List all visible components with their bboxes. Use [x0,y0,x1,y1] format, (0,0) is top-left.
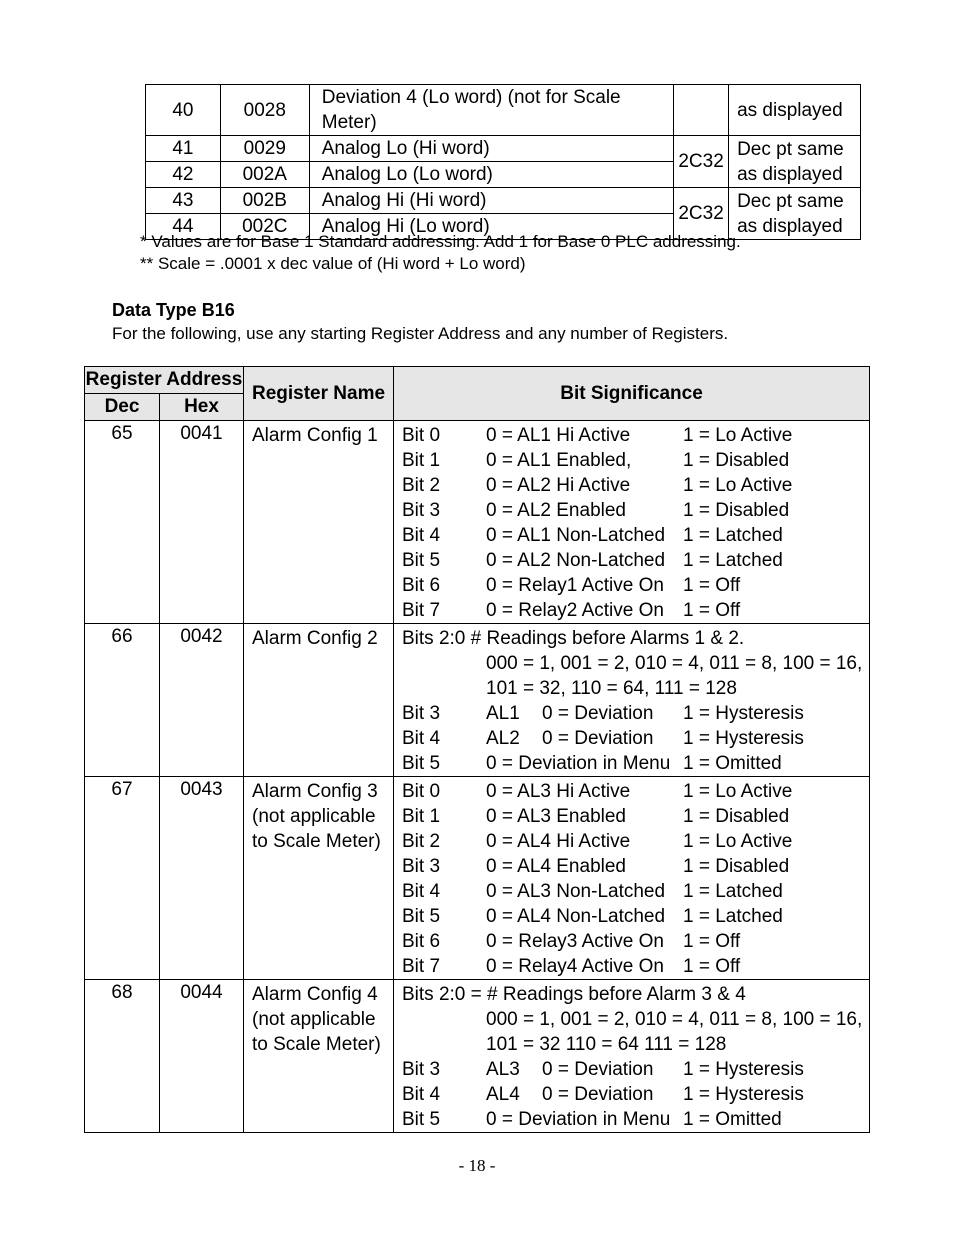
decimal-point-cell: as displayed [729,85,861,136]
bit-row: Bit 0 0 = AL3 Hi Active 1 = Lo Active [402,781,793,802]
dec-cell: 43 [146,188,221,214]
format-cell: 2C32 [674,188,729,240]
name-cell: Analog Lo (Lo word) [309,162,673,188]
bit-row: Bit 4 0 = AL3 Non-Latched 1 = Latched [402,881,783,902]
bit-row: Bit 4 0 = AL1 Non-Latched 1 = Latched [402,525,783,546]
bit-row: Bit 4 AL4 0 = Deviation 1 = Hysteresis [402,1084,804,1105]
dec-cell: 42 [146,162,221,188]
register-name-cell: Alarm Config 3 (not applicable to Scale Meter) [244,777,394,980]
table-row [146,85,861,136]
hex-cell: 0029 [220,136,309,162]
bit-row: Bit 6 0 = Relay3 Active On 1 = Off [402,931,741,952]
table-row [146,188,861,214]
hex-cell: 0042 [160,624,244,777]
bit-significance-cell [394,421,870,624]
register-name-cell: Alarm Config 2 [244,624,394,777]
table-row [146,136,861,162]
bit-row: Bit 7 0 = Relay2 Active On 1 = Off [402,600,741,621]
format-cell [674,85,729,136]
name-cell: Deviation 4 (Lo word) (not for Scale Meter) [309,85,673,136]
format-cell: 2C32 [674,136,729,188]
bit-row: Bit 3 AL3 0 = Deviation 1 = Hysteresis [402,1059,804,1080]
register-name-cell: Alarm Config 1 [244,421,394,624]
encoding-line: 101 = 32 110 = 64 111 = 128 [486,1034,727,1055]
register-table-continued [145,84,861,240]
name-cell: Analog Lo (Hi word) [309,136,673,162]
bit-row: Bit 5 0 = AL4 Non-Latched 1 = Latched [402,906,783,927]
bit-row: Bit 4 AL2 0 = Deviation 1 = Hysteresis [402,728,804,749]
dec-cell: 40 [146,85,221,136]
table-row [85,980,870,1133]
bit-row: Bit 3 AL1 0 = Deviation 1 = Hysteresis [402,703,804,724]
bit-row: Bit 1 0 = AL3 Enabled 1 = Disabled [402,806,790,827]
bit-row: Bit 2 0 = AL4 Hi Active 1 = Lo Active [402,831,793,852]
decimal-point-cell: Dec pt same as displayed [729,136,861,188]
encoding-line: 000 = 1, 001 = 2, 010 = 4, 011 = 8, 100 = 16, [486,1009,863,1030]
footnote-scale: ** Scale = .0001 x dec value of (Hi word + Lo word) [140,254,526,273]
dec-cell: 44 [146,214,221,240]
bit-significance-cell [394,980,870,1133]
bit-row: Bit 2 0 = AL2 Hi Active 1 = Lo Active [402,475,793,496]
section-intro: For the following, use any starting Register Address and any number of Registers. [112,324,729,343]
hex-cell: 0041 [160,421,244,624]
bits-heading: Bits 2:0 = # Readings before Alarm 3 & 4 [402,984,746,1005]
bit-row: Bit 7 0 = Relay4 Active On 1 = Off [402,956,741,977]
register-name-cell: Alarm Config 4 (not applicable to Scale Meter) [244,980,394,1133]
bit-row: Bit 3 0 = AL2 Enabled 1 = Disabled [402,500,790,521]
dec-header: Dec [85,394,160,421]
hex-cell: 002B [220,188,309,214]
hex-cell: 0044 [160,980,244,1133]
bits-heading: Bits 2:0 # Readings before Alarms 1 & 2. [402,628,745,649]
header-row [85,367,870,394]
bit-significance-cell [394,777,870,980]
bit-row: Bit 5 0 = Deviation in Menu 1 = Omitted [402,1109,782,1130]
hex-cell: 0043 [160,777,244,980]
bit-row: Bit 0 0 = AL1 Hi Active 1 = Lo Active [402,425,793,446]
bit-row: Bit 1 0 = AL1 Enabled, 1 = Disabled [402,450,790,471]
b16-register-table [84,366,870,1133]
register-address-header: Register Address [85,367,244,394]
name-cell: Analog Hi (Lo word) [309,214,673,240]
name-cell: Analog Hi (Hi word) [309,188,673,214]
table-row [85,421,870,624]
dec-cell: 65 [85,421,160,624]
section-heading: Data Type B16 [112,300,235,320]
register-name-header: Register Name [244,367,394,421]
bit-row: Bit 3 0 = AL4 Enabled 1 = Disabled [402,856,790,877]
dec-cell: 68 [85,980,160,1133]
table-row [85,777,870,980]
bit-row: Bit 5 0 = Deviation in Menu 1 = Omitted [402,753,782,774]
dec-cell: 66 [85,624,160,777]
bit-row: Bit 6 0 = Relay1 Active On 1 = Off [402,575,741,596]
table-row [85,624,870,777]
decimal-point-cell: Dec pt same as displayed [729,188,861,240]
hex-cell: 002A [220,162,309,188]
encoding-line: 000 = 1, 001 = 2, 010 = 4, 011 = 8, 100 = 16, [486,653,863,674]
bit-significance-header: Bit Significance [394,367,870,421]
page-number: - 18 - [458,1156,496,1175]
encoding-line: 101 = 32, 110 = 64, 111 = 128 [486,678,737,699]
hex-cell: 0028 [220,85,309,136]
hex-header: Hex [160,394,244,421]
footnote-base-addressing: * Values are for Base 1 Standard addressing. Add 1 for Base 0 PLC addressing. [140,232,741,251]
hex-cell: 002C [220,214,309,240]
dec-cell: 67 [85,777,160,980]
bit-significance-cell [394,624,870,777]
dec-cell: 41 [146,136,221,162]
bit-row: Bit 5 0 = AL2 Non-Latched 1 = Latched [402,550,783,571]
